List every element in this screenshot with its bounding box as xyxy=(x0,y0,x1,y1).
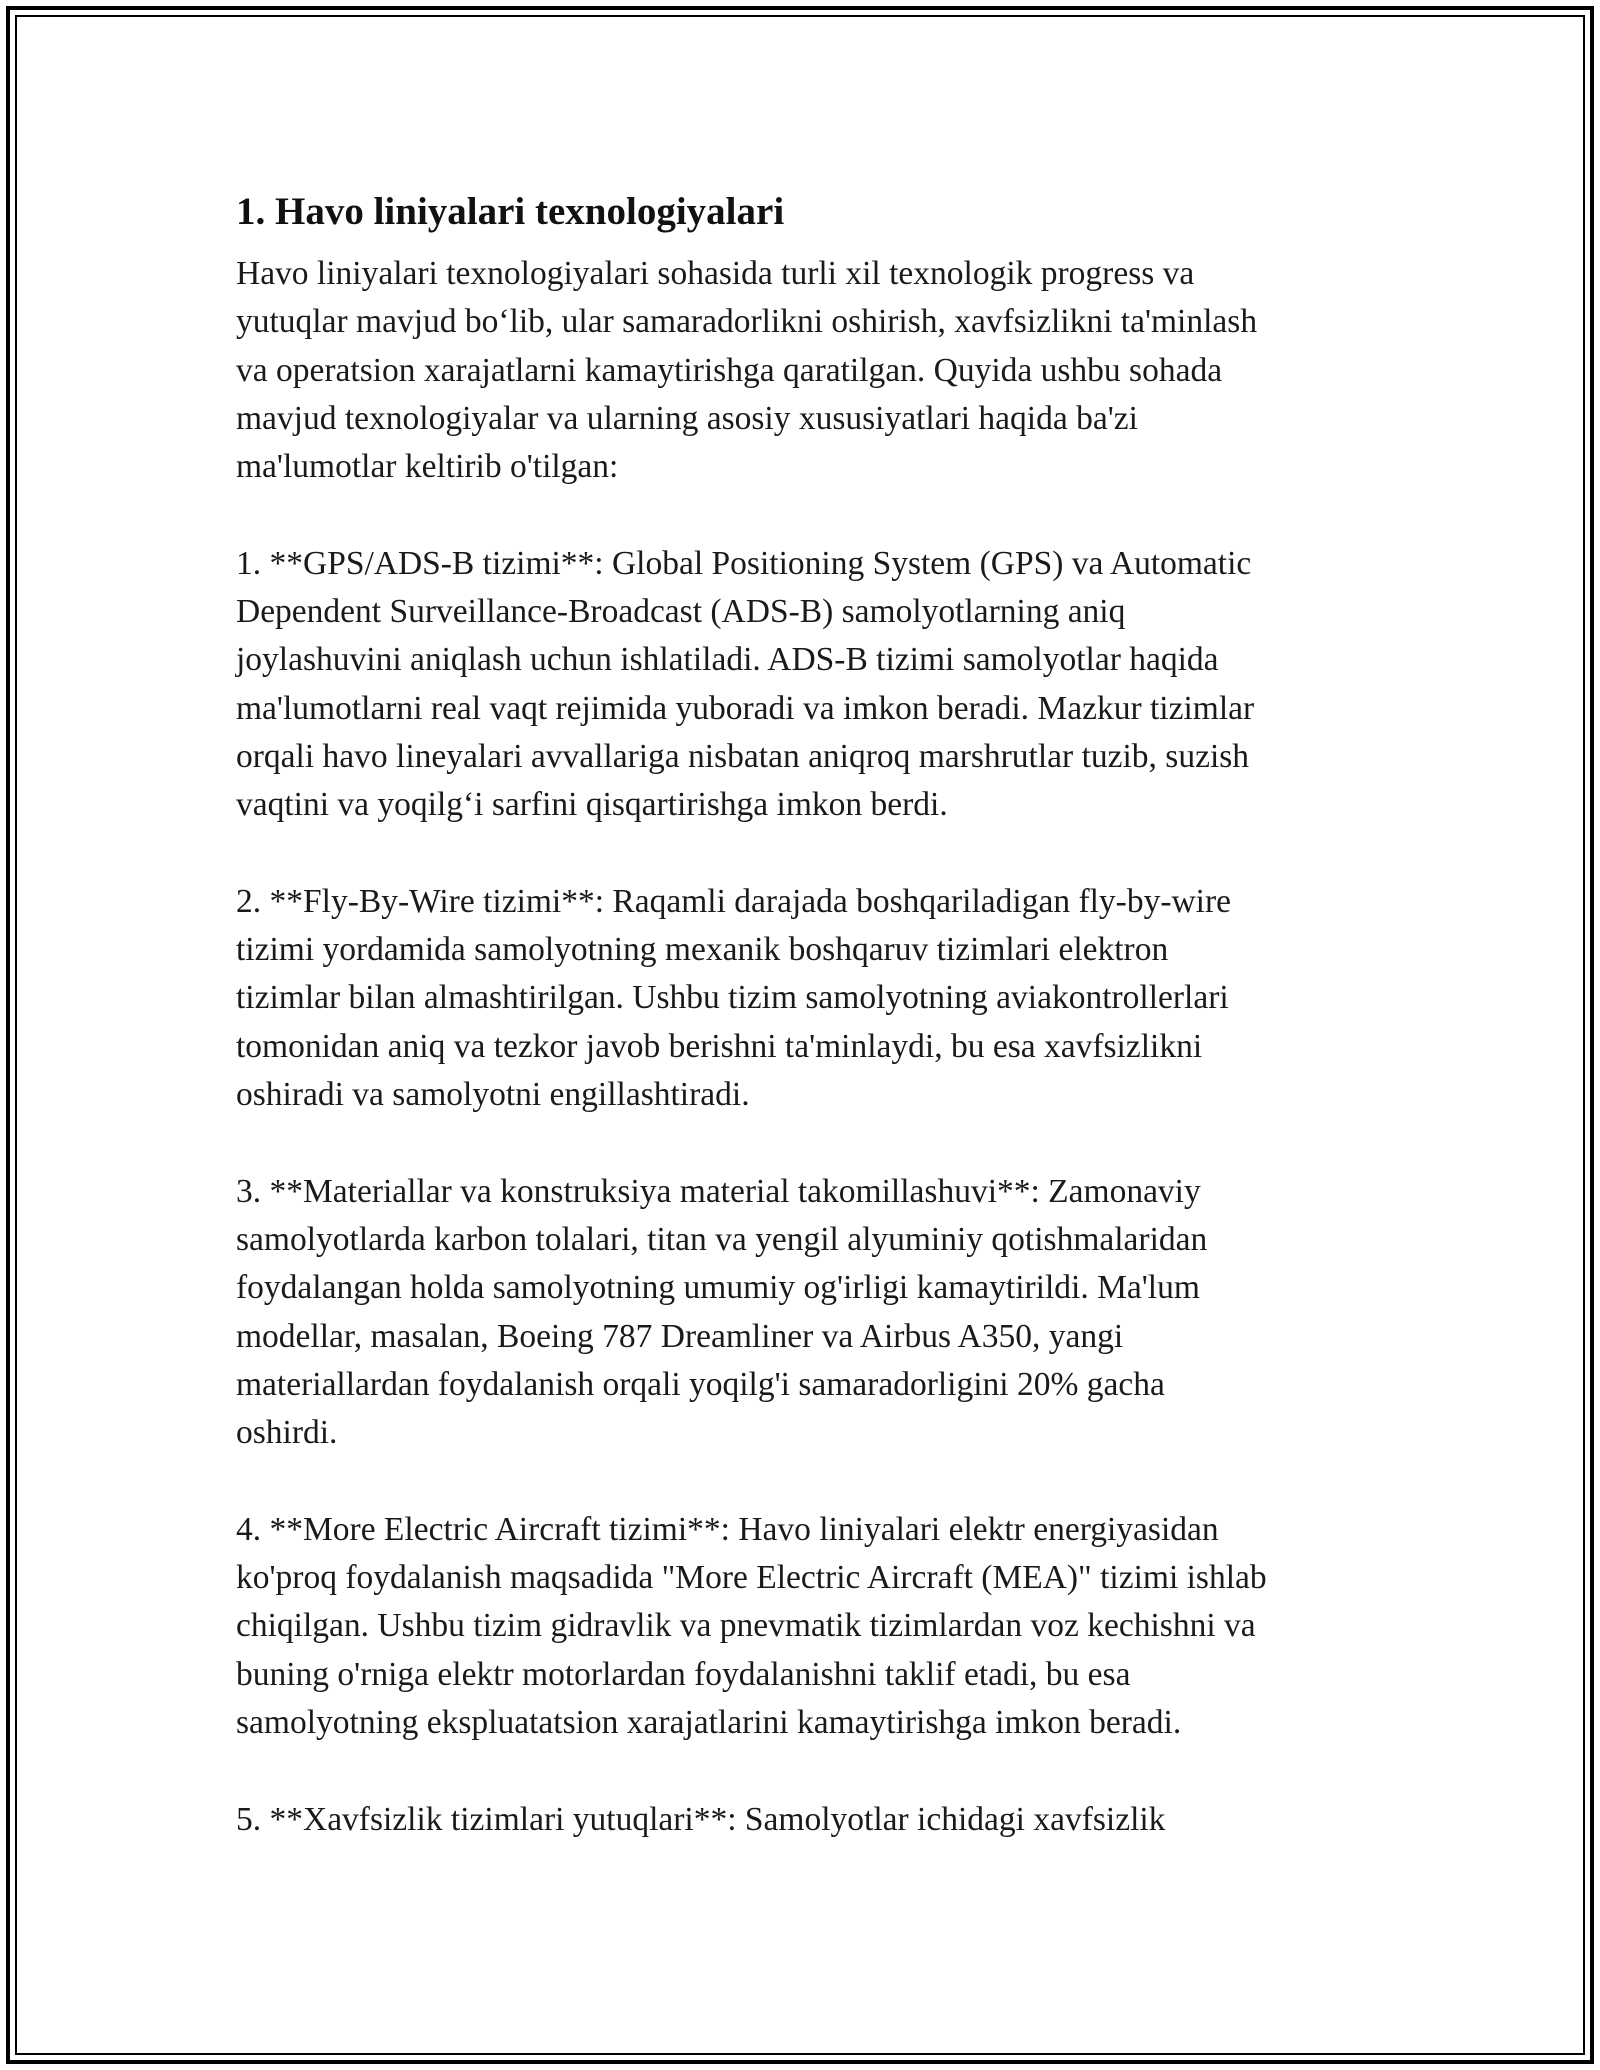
text-line: joylashuvini aniqlash uchun ishlatiladi. ADS-B tizimi samolyotlar haqida xyxy=(236,641,1219,679)
text-line: vaqtini va yoqilg‘i sarfini qisqartirishga imkon berdi. xyxy=(236,786,948,824)
text-line: ko'proq foydalanish maqsadida "More Electric Aircraft (MEA)" tizimi ishlab xyxy=(236,1559,1267,1597)
text-line: 5. **Xavfsizlik tizimlari yutuqlari**: Samolyotlar ichidagi xavfsizlik xyxy=(236,1800,1166,1838)
text-line: ma'lumotlar keltirib o'tilgan: xyxy=(236,448,619,486)
text-line: samolyotning ekspluatatsion xarajatlarini kamaytirishga imkon beradi. xyxy=(236,1703,1182,1741)
section-heading: 1. Havo liniyalari texnologiyalari xyxy=(236,190,785,233)
text-line: 4. **More Electric Aircraft tizimi**: Havo liniyalari elektr energiyasidan xyxy=(236,1510,1219,1548)
text-line: foydalangan holda samolyotning umumiy og'irligi kamaytirildi. Ma'lum xyxy=(236,1269,1200,1307)
text-line: yutuqlar mavjud bo‘lib, ular samaradorlikni oshirish, xavfsizlikni ta'minlash xyxy=(236,303,1258,341)
text-line: 2. **Fly-By-Wire tizimi**: Raqamli darajada boshqariladigan fly-by-wire xyxy=(236,882,1232,920)
text-line: buning o'rniga elektr motorlardan foydalanishni taklif etadi, bu esa xyxy=(236,1655,1131,1693)
text-line: samolyotlarda karbon tolalari, titan va yengil alyuminiy qotishmalaridan xyxy=(236,1220,1208,1258)
list-item-materials xyxy=(236,1168,1416,1458)
text-line: tizimi yordamida samolyotning mexanik boshqaruv tizimlari elektron xyxy=(236,931,1169,969)
text-line: mavjud texnologiyalar va ularning asosiy xususiyatlari haqida ba'zi xyxy=(236,399,1138,437)
text-line: materiallardan foydalanish orqali yoqilg'i samaradorligini 20% gacha xyxy=(236,1365,1165,1403)
text-line: tizimlar bilan almashtirilgan. Ushbu tizim samolyotning aviakontrollerlari xyxy=(236,979,1229,1017)
text-line: va operatsion xarajatlarni kamaytirishga qaratilgan. Quyida ushbu sohada xyxy=(236,351,1223,389)
document-body xyxy=(236,186,1416,1892)
text-line: 3. **Materiallar va konstruksiya material takomillashuvi**: Zamonaviy xyxy=(236,1172,1201,1210)
text-line: tomonidan aniq va tezkor javob berishni ta'minlaydi, bu esa xavfsizlikni xyxy=(236,1027,1203,1065)
text-line: oshirdi. xyxy=(236,1414,338,1452)
list-item-fly-by-wire xyxy=(236,878,1416,1119)
text-line: orqali havo lineyalari avvallariga nisbatan aniqroq marshrutlar tuzib, suzish xyxy=(236,737,1250,775)
text-line: modellar, masalan, Boeing 787 Dreamliner va Airbus A350, yangi xyxy=(236,1317,1124,1355)
list-item-safety xyxy=(236,1796,1416,1844)
text-line: Dependent Surveillance-Broadcast (ADS-B) samolyotlarning aniq xyxy=(236,593,1126,631)
text-line: oshiradi va samolyotni engillashtiradi. xyxy=(236,1076,750,1114)
text-line: chiqilgan. Ushbu tizim gidravlik va pnevmatik tizimlardan voz kechishni va xyxy=(236,1607,1256,1645)
intro-paragraph xyxy=(236,250,1416,491)
text-line: ma'lumotlarni real vaqt rejimida yuboradi va imkon beradi. Mazkur tizimlar xyxy=(236,689,1255,727)
text-line: Havo liniyalari texnologiyalari sohasida turli xil texnologik progress va xyxy=(236,255,1195,292)
list-item-more-electric xyxy=(236,1506,1416,1747)
list-item-gps-adsb xyxy=(236,540,1416,830)
text-line: 1. **GPS/ADS-B tizimi**: Global Positioning System (GPS) va Automatic xyxy=(236,544,1252,582)
